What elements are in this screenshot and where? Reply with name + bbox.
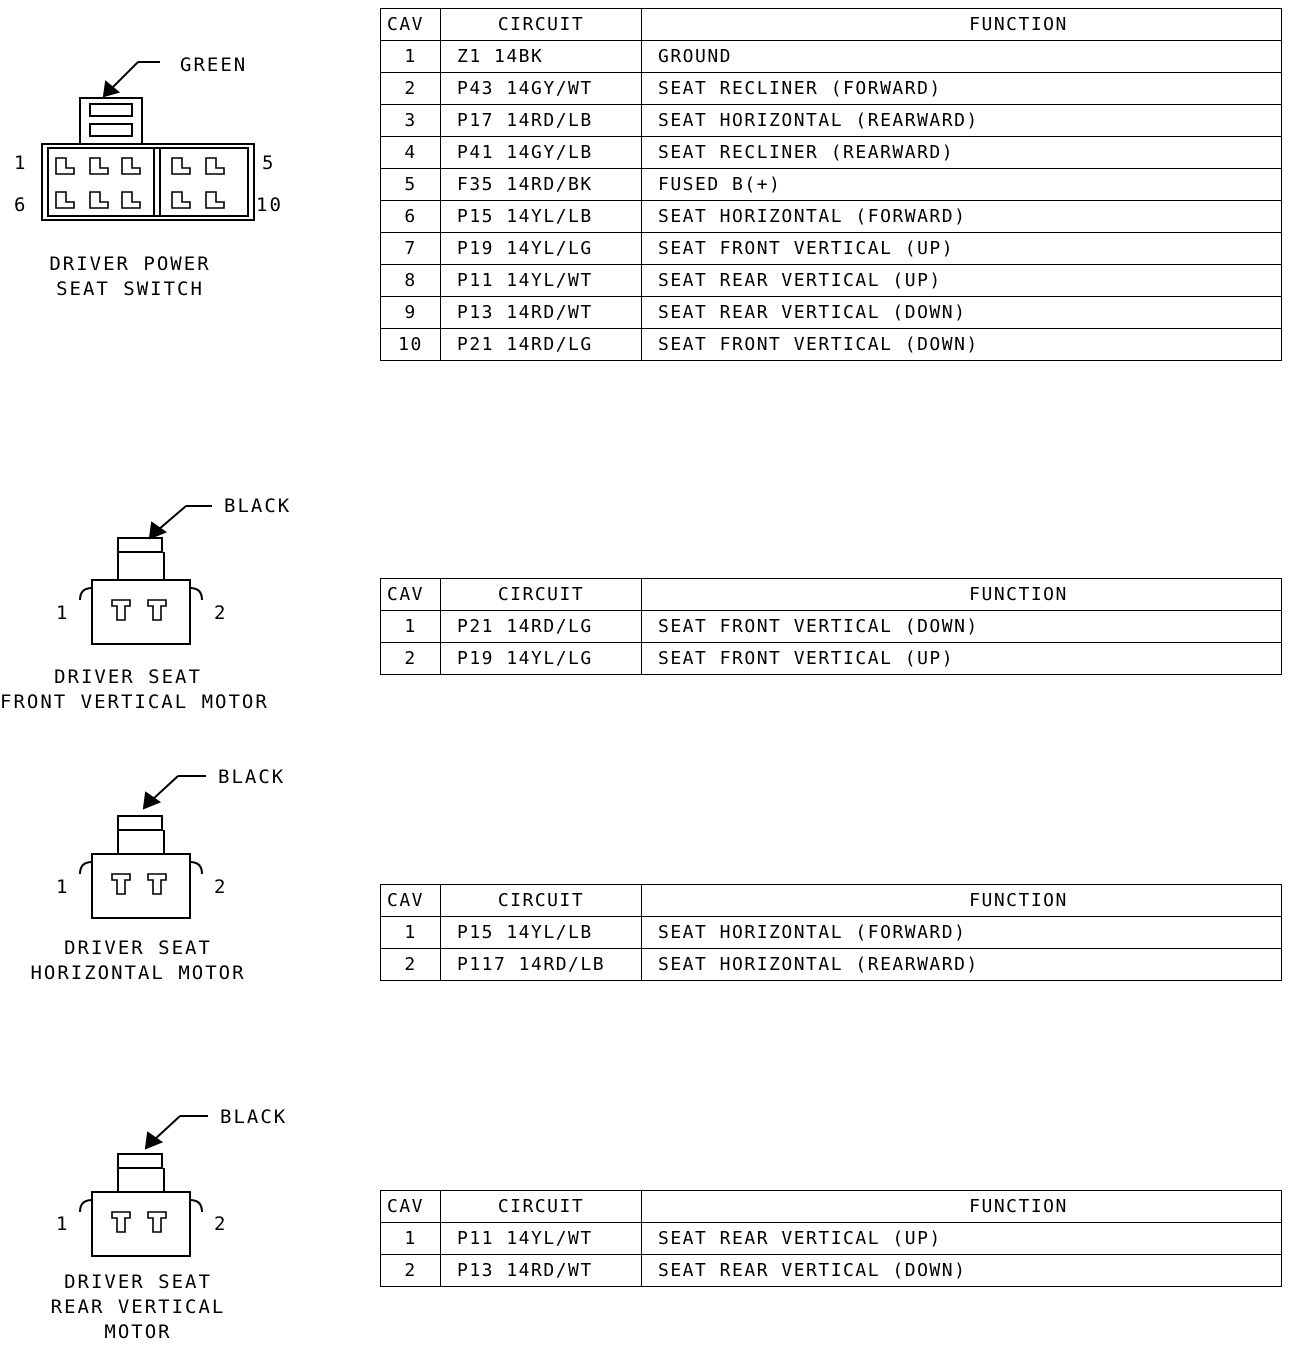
connector-caption	[10, 936, 266, 986]
function-cell: SEAT REAR VERTICAL (DOWN)	[642, 297, 1282, 329]
pin-label-left: 1	[56, 602, 70, 624]
circuit-cell: P15 14YL/LB	[441, 201, 642, 233]
circuit-header: CIRCUIT	[441, 1191, 642, 1223]
table-row	[381, 297, 1282, 329]
cav-header: CAV	[381, 885, 441, 917]
circuit-cell: P11 14YL/WT	[441, 265, 642, 297]
function-header: FUNCTION	[642, 9, 1282, 41]
function-cell: FUSED B(+)	[642, 169, 1282, 201]
pinout-table-switch	[380, 8, 1282, 361]
pin-label-right: 2	[214, 876, 228, 898]
circuit-cell: P117 14RD/LB	[441, 949, 642, 981]
circuit-cell: Z1 14BK	[441, 41, 642, 73]
function-header: FUNCTION	[642, 1191, 1282, 1223]
circuit-cell: P21 14RD/LG	[441, 611, 642, 643]
pinout-table-horizontal-motor	[380, 884, 1282, 981]
connector-color-label: BLACK	[220, 1106, 288, 1128]
cav-cell: 8	[381, 265, 441, 297]
caption-line: DRIVER SEAT	[64, 937, 212, 959]
pin-label-right: 2	[214, 602, 228, 624]
pinout-table-rear-vertical-motor	[380, 1190, 1282, 1287]
caption-line: DRIVER POWER	[49, 253, 211, 275]
table-row	[381, 1223, 1282, 1255]
cav-header: CAV	[381, 9, 441, 41]
horizontal-motor-connector-diagram	[0, 762, 300, 992]
table-header-row	[381, 885, 1282, 917]
function-cell: SEAT HORIZONTAL (REARWARD)	[642, 949, 1282, 981]
table-header-row	[381, 1191, 1282, 1223]
table-row	[381, 169, 1282, 201]
caption-line: MOTOR	[104, 1321, 172, 1343]
function-cell: SEAT REAR VERTICAL (DOWN)	[642, 1255, 1282, 1287]
circuit-cell: P11 14YL/WT	[441, 1223, 642, 1255]
cav-cell: 2	[381, 73, 441, 105]
caption-line: REAR VERTICAL	[50, 1296, 226, 1318]
cav-cell: 1	[381, 917, 441, 949]
cav-cell: 2	[381, 1255, 441, 1287]
table-row	[381, 73, 1282, 105]
pin-label-left: 1	[56, 876, 70, 898]
table-row	[381, 233, 1282, 265]
cav-header: CAV	[381, 1191, 441, 1223]
cav-cell: 9	[381, 297, 441, 329]
circuit-cell: P15 14YL/LB	[441, 917, 642, 949]
caption-line: DRIVER SEAT	[64, 1271, 212, 1293]
table-row	[381, 265, 1282, 297]
table-header-row	[381, 579, 1282, 611]
connector-caption	[10, 1270, 266, 1345]
function-cell: SEAT FRONT VERTICAL (UP)	[642, 643, 1282, 675]
connector-color-label: BLACK	[218, 766, 286, 788]
cav-cell: 4	[381, 137, 441, 169]
function-cell: SEAT HORIZONTAL (FORWARD)	[642, 917, 1282, 949]
pin-label-left: 1	[56, 1213, 70, 1235]
function-cell: GROUND	[642, 41, 1282, 73]
function-cell: SEAT REAR VERTICAL (UP)	[642, 1223, 1282, 1255]
table-row	[381, 105, 1282, 137]
table-row	[381, 137, 1282, 169]
cav-cell: 3	[381, 105, 441, 137]
connector-color-label: GREEN	[180, 54, 248, 76]
table-row	[381, 329, 1282, 361]
circuit-cell: F35 14RD/BK	[441, 169, 642, 201]
switch-connector-diagram	[0, 0, 300, 310]
function-cell: SEAT FRONT VERTICAL (UP)	[642, 233, 1282, 265]
table-row	[381, 201, 1282, 233]
connector-caption	[30, 252, 230, 302]
pin-label-top-left: 1	[14, 152, 28, 174]
pin-label-top-right: 5	[262, 152, 276, 174]
function-cell: SEAT HORIZONTAL (FORWARD)	[642, 201, 1282, 233]
circuit-cell: P43 14GY/WT	[441, 73, 642, 105]
cav-cell: 1	[381, 1223, 441, 1255]
cav-cell: 1	[381, 41, 441, 73]
function-cell: SEAT REAR VERTICAL (UP)	[642, 265, 1282, 297]
pin-label-right: 2	[214, 1213, 228, 1235]
circuit-header: CIRCUIT	[441, 885, 642, 917]
circuit-cell: P19 14YL/LG	[441, 233, 642, 265]
circuit-header: CIRCUIT	[441, 9, 642, 41]
circuit-cell: P13 14RD/WT	[441, 1255, 642, 1287]
caption-line: DRIVER SEAT	[54, 666, 202, 688]
table-row	[381, 917, 1282, 949]
rear-vertical-motor-connector-diagram	[0, 1102, 300, 1344]
cav-cell: 10	[381, 329, 441, 361]
pinout-table-front-vertical-motor	[380, 578, 1282, 675]
table-row	[381, 1255, 1282, 1287]
table-row	[381, 611, 1282, 643]
function-cell: SEAT RECLINER (REARWARD)	[642, 137, 1282, 169]
cav-cell: 1	[381, 611, 441, 643]
function-header: FUNCTION	[642, 885, 1282, 917]
front-vertical-motor-connector-diagram	[0, 490, 300, 720]
cav-cell: 2	[381, 643, 441, 675]
cav-cell: 5	[381, 169, 441, 201]
function-cell: SEAT HORIZONTAL (REARWARD)	[642, 105, 1282, 137]
caption-line: FRONT VERTICAL MOTOR	[0, 691, 269, 713]
pin-label-bottom-left: 6	[14, 194, 28, 216]
function-cell: SEAT FRONT VERTICAL (DOWN)	[642, 329, 1282, 361]
circuit-cell: P19 14YL/LG	[441, 643, 642, 675]
cav-cell: 7	[381, 233, 441, 265]
circuit-cell: P13 14RD/WT	[441, 297, 642, 329]
pin-label-bottom-right: 10	[256, 194, 283, 216]
ten-pin-connector-icon	[0, 0, 300, 230]
function-cell: SEAT FRONT VERTICAL (DOWN)	[642, 611, 1282, 643]
table-header-row	[381, 9, 1282, 41]
cav-header: CAV	[381, 579, 441, 611]
caption-line: SEAT SWITCH	[56, 278, 204, 300]
table-row	[381, 643, 1282, 675]
connector-caption	[0, 665, 269, 715]
circuit-cell: P41 14GY/LB	[441, 137, 642, 169]
cav-cell: 2	[381, 949, 441, 981]
function-cell: SEAT RECLINER (FORWARD)	[642, 73, 1282, 105]
circuit-header: CIRCUIT	[441, 579, 642, 611]
circuit-cell: P17 14RD/LB	[441, 105, 642, 137]
table-row	[381, 41, 1282, 73]
table-row	[381, 949, 1282, 981]
caption-line: HORIZONTAL MOTOR	[30, 962, 246, 984]
function-header: FUNCTION	[642, 579, 1282, 611]
connector-color-label: BLACK	[224, 495, 292, 517]
circuit-cell: P21 14RD/LG	[441, 329, 642, 361]
cav-cell: 6	[381, 201, 441, 233]
